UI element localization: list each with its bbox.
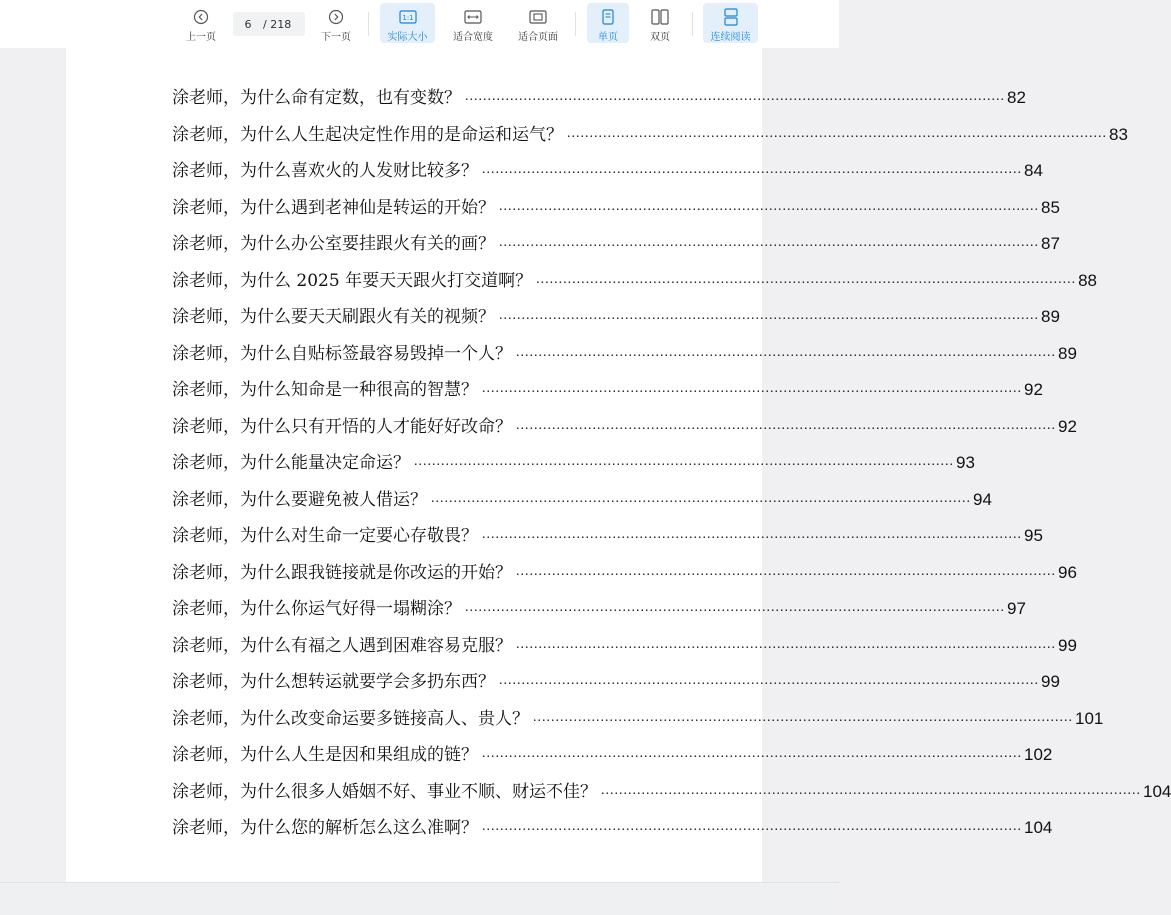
toc-leader-dots: ........................................................................................................................	[431, 490, 971, 506]
toc-entry[interactable]	[172, 486, 992, 510]
fit-width-button[interactable]	[446, 3, 500, 43]
toc-entry-page: 96	[1058, 562, 1077, 582]
toc-entry-page: 89	[1058, 343, 1077, 363]
toc-entry-page: 84	[1024, 161, 1043, 180]
chevron-right-icon	[328, 7, 344, 27]
toc-entry-page: 92	[1058, 416, 1077, 436]
toc-entry-title: 涂老师，为什么人生是因和果组成的链？	[172, 745, 478, 765]
toc-leader-dots: ........................................................................................................................	[533, 709, 1073, 725]
toc-entry[interactable]	[172, 340, 1077, 364]
single-page-icon	[601, 7, 615, 27]
toc-entry-page: 99	[1041, 672, 1060, 691]
toc-entry[interactable]	[172, 559, 1077, 583]
toc-entry-title: 涂老师，为什么 2025 年要天天跟火打交道啊？	[172, 270, 533, 291]
toc-entry[interactable]	[172, 814, 1053, 838]
fit-width-label: 适合宽度	[453, 32, 493, 43]
actual-size-icon	[399, 7, 417, 27]
toc-entry[interactable]	[172, 741, 1053, 765]
toc-entry-title: 涂老师，为什么想转运就要学会多扔东西？	[172, 672, 495, 692]
double-page-icon	[651, 7, 669, 27]
toc-leader-dots: ........................................................................................................................	[516, 563, 1056, 579]
toc-entry-page: 104	[1024, 818, 1053, 837]
toolbar-divider	[692, 12, 693, 36]
toc-entry-page: 89	[1041, 307, 1060, 326]
toc-entry-title: 涂老师，为什么遇到老神仙是转运的开始？	[172, 197, 495, 218]
toc-entry-page: 94	[973, 489, 992, 509]
toc-entry[interactable]	[172, 303, 1060, 327]
toc-leader-dots: ........................................................................................................................	[567, 125, 1107, 141]
double-page-button[interactable]	[639, 3, 681, 43]
fit-width-icon	[464, 7, 482, 27]
toc-leader-dots: ........................................................................................................................	[536, 271, 1077, 287]
toc-entry-page: 87	[1041, 234, 1060, 253]
prev-page-label: 上一页	[186, 32, 216, 43]
toc-entry[interactable]	[172, 376, 1043, 400]
toc-entry-page: 104	[1143, 781, 1171, 801]
continuous-reading-button[interactable]	[703, 3, 758, 43]
continuous-reading-label: 连续阅读	[710, 32, 751, 43]
toc-leader-dots: ........................................................................................................................	[499, 235, 1039, 250]
toc-entry-title: 涂老师，为什么能量决定命运？	[172, 453, 410, 473]
fit-page-icon	[529, 7, 547, 27]
toc-leader-dots: ........................................................................................................................	[499, 308, 1039, 323]
toc-entry[interactable]	[172, 413, 1077, 437]
double-page-label: 双页	[650, 32, 670, 43]
toc-entry-title: 涂老师，为什么您的解析怎么这么准啊？	[172, 818, 478, 838]
single-page-button[interactable]	[587, 3, 629, 43]
toc-leader-dots: ........................................................................................................................	[482, 527, 1022, 542]
toc-entry-page: 102	[1024, 745, 1053, 764]
next-page-button[interactable]	[315, 3, 357, 43]
chevron-left-icon	[193, 7, 209, 27]
reader-toolbar	[0, 0, 839, 48]
toc-entry[interactable]	[172, 705, 1104, 729]
toc-entry-title: 涂老师，为什么办公室要挂跟火有关的画？	[172, 234, 495, 254]
actual-size-label: 实际大小	[387, 32, 428, 43]
toc-entry-page: 88	[1078, 270, 1097, 290]
toc-entry-title: 涂老师，为什么对生命一定要心存敬畏？	[172, 526, 478, 546]
toc-entry-title: 涂老师，为什么跟我链接就是你改运的开始？	[172, 562, 512, 583]
toc-leader-dots: ........................................................................................................................	[499, 673, 1039, 688]
toc-entry[interactable]	[172, 595, 1026, 619]
toc-leader-dots: ........................................................................................................................	[516, 344, 1056, 360]
toc-entry[interactable]	[172, 194, 1060, 218]
prev-page-button[interactable]	[180, 3, 222, 43]
toc-entry-title: 涂老师，为什么要避免被人借运？	[172, 489, 427, 510]
toc-entry[interactable]	[172, 121, 1128, 145]
page-number-input[interactable]	[233, 18, 263, 31]
toc-entry-page: 93	[956, 453, 975, 472]
toc-entry[interactable]	[172, 267, 1097, 291]
toolbar-divider	[575, 12, 576, 36]
toc-entry[interactable]	[172, 668, 1060, 692]
toc-leader-dots: ........................................................................................................................	[414, 454, 954, 469]
continuous-scroll-icon	[723, 7, 739, 27]
toc-entry-page: 92	[1024, 380, 1043, 399]
toc-entry-title: 涂老师，为什么有福之人遇到困难容易克服？	[172, 635, 512, 656]
toc-entry-page: 85	[1041, 197, 1060, 217]
toc-entry[interactable]	[172, 522, 1043, 546]
fit-page-label: 适合页面	[518, 32, 558, 43]
page-indicator	[233, 12, 305, 36]
document-page	[66, 48, 1171, 882]
toc-entry[interactable]	[172, 449, 975, 473]
toc-entry-title: 涂老师，为什么你运气好得一塌糊涂？	[172, 599, 461, 619]
toc-entry-page: 82	[1007, 88, 1026, 107]
toc-entry-page: 97	[1007, 599, 1026, 618]
toc-entry[interactable]	[172, 84, 1026, 108]
toc-entry-title: 涂老师，为什么知命是一种很高的智慧？	[172, 380, 478, 400]
toc-entry-title: 涂老师，为什么只有开悟的人才能好好改命？	[172, 416, 512, 437]
toc-entry-title: 涂老师，为什么很多人婚姻不好、事业不顺、财运不佳？	[172, 781, 597, 802]
toc-entry-page: 95	[1024, 526, 1043, 545]
toc-entry-title: 涂老师，为什么命有定数，也有变数？	[172, 88, 461, 108]
toc-leader-dots: ........................................................................................................................	[482, 746, 1022, 761]
toc-leader-dots: ........................................................................................................................	[465, 89, 1005, 104]
toc-leader-dots: ........................................................................................................................	[499, 198, 1039, 214]
toc-entry-page: 83	[1109, 124, 1128, 144]
toc-entry[interactable]	[172, 157, 1043, 181]
toc-entry[interactable]	[172, 230, 1060, 254]
toc-leader-dots: ........................................................................................................................	[465, 600, 1005, 615]
toc-entry[interactable]	[172, 778, 1171, 802]
toc-leader-dots: ........................................................................................................................	[601, 782, 1141, 798]
bottom-scroll-area	[0, 882, 839, 915]
toc-entry-title: 涂老师，为什么改变命运要多链接高人、贵人？	[172, 708, 529, 729]
toolbar-divider	[368, 12, 369, 36]
toc-entry-page: 101	[1075, 708, 1104, 728]
toc-leader-dots: ........................................................................................................................	[516, 636, 1056, 652]
toc-leader-dots: ........................................................................................................................	[516, 417, 1056, 433]
next-page-label: 下一页	[321, 32, 351, 43]
toc-entry-title: 涂老师，为什么喜欢火的人发财比较多？	[172, 161, 478, 181]
toc-leader-dots: ........................................................................................................................	[482, 819, 1022, 834]
total-pages: / 218	[263, 17, 292, 31]
toc-entry-page: 99	[1058, 635, 1077, 655]
single-page-label: 单页	[598, 32, 618, 43]
toc-entry-title: 涂老师，为什么人生起决定性作用的是命运和运气？	[172, 124, 563, 145]
toc-leader-dots: ........................................................................................................................	[482, 162, 1022, 177]
actual-size-button[interactable]	[380, 3, 435, 43]
toc-leader-dots: ........................................................................................................................	[482, 381, 1022, 396]
toc-entry-title: 涂老师，为什么自贴标签最容易毁掉一个人？	[172, 343, 512, 364]
toc-entry[interactable]	[172, 632, 1077, 656]
svg-text:1:1: 1:1	[401, 14, 414, 22]
toc-entry-title: 涂老师，为什么要天天刷跟火有关的视频？	[172, 307, 495, 327]
fit-page-button[interactable]	[511, 3, 565, 43]
